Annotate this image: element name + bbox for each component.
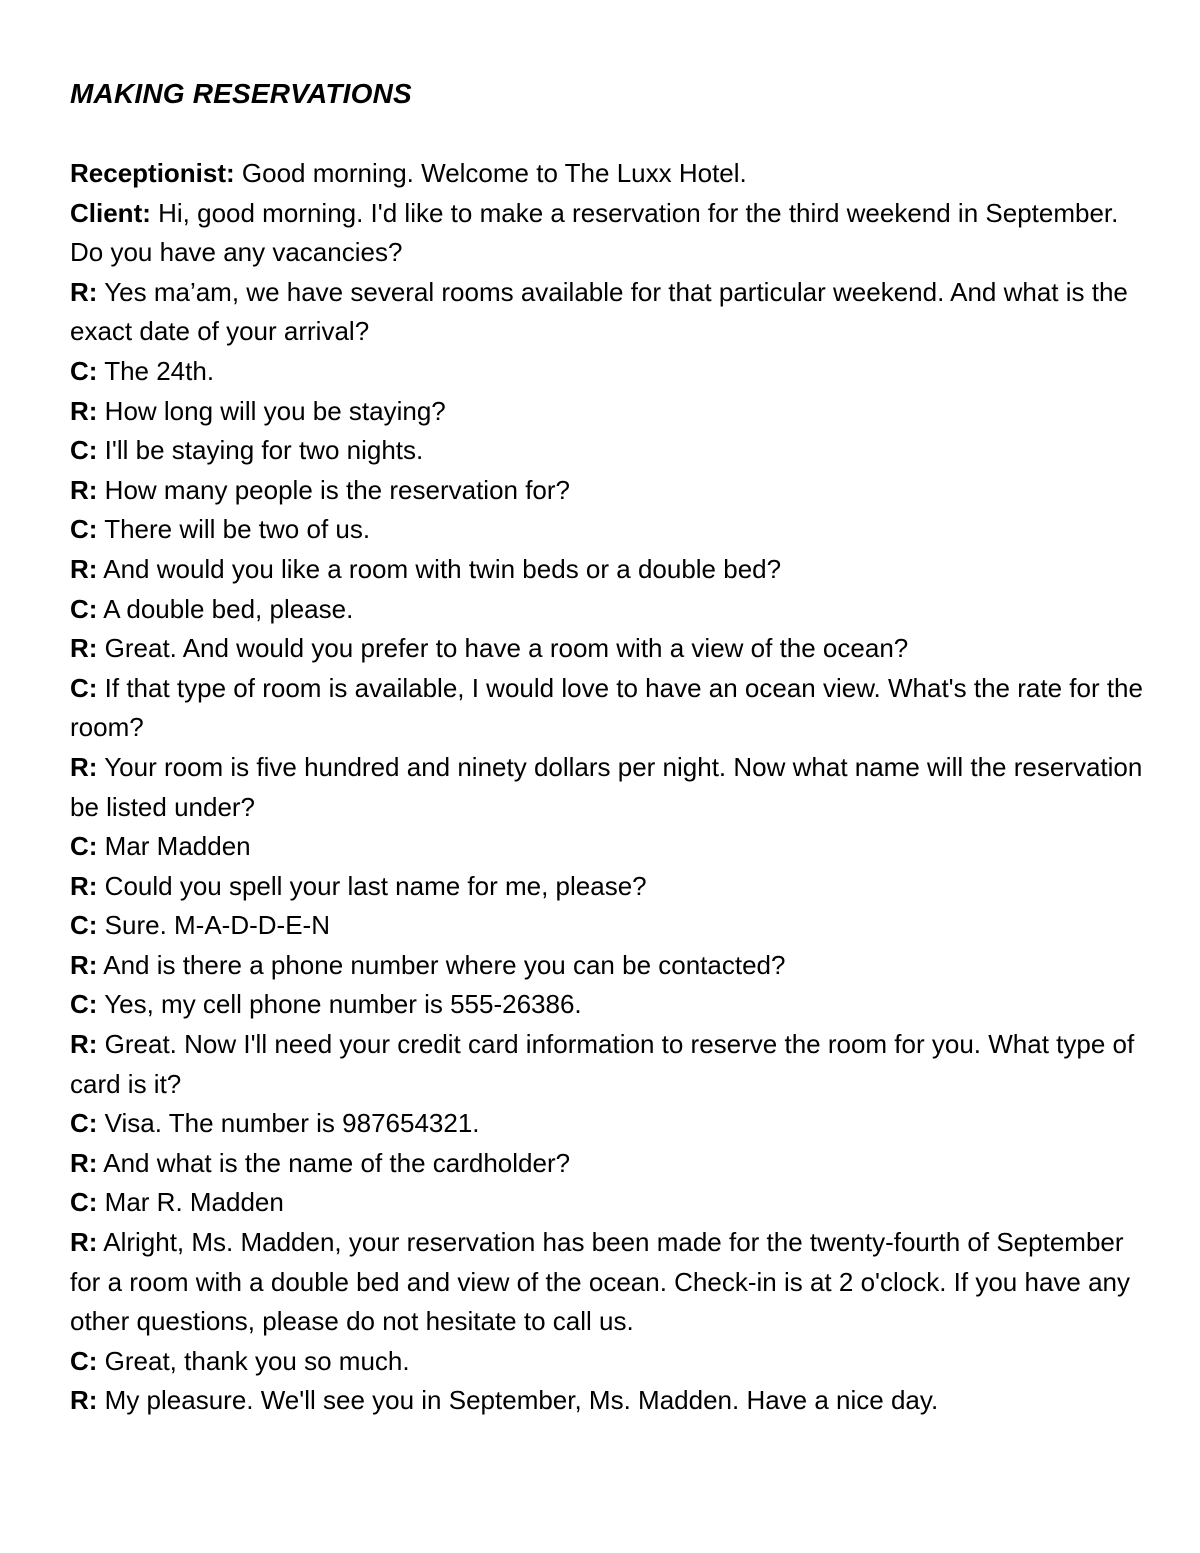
- speaker-label: R:: [70, 633, 98, 664]
- speaker-label: R:: [70, 395, 98, 426]
- speaker-label: R:: [70, 1227, 98, 1258]
- utterance-text: Your room is five hundred and ninety dollars per night. Now what name will the reservation be listed under?: [70, 751, 1143, 822]
- utterance-text: How many people is the reservation for?: [97, 474, 571, 505]
- document-title: MAKING RESERVATIONS: [70, 78, 412, 109]
- utterance-text: Hi, good morning. I'd like to make a reservation for the third weekend in September. Do you have any vacancies?: [70, 197, 1119, 268]
- dialogue-line: [70, 154, 1150, 194]
- speaker-label: R:: [70, 949, 98, 980]
- utterance-text: And would you like a room with twin beds or a double bed?: [97, 553, 782, 584]
- speaker-label: R:: [70, 553, 98, 584]
- dialogue-line: [70, 867, 1150, 907]
- speaker-label: R:: [70, 751, 98, 782]
- utterance-text: Great. And would you prefer to have a room with a view of the ocean?: [97, 633, 909, 664]
- speaker-label: C:: [70, 1108, 98, 1139]
- utterance-text: There will be two of us.: [97, 514, 371, 545]
- dialogue-line: [70, 273, 1150, 352]
- speaker-label: C:: [70, 1345, 98, 1376]
- utterance-text: Visa. The number is 987654321.: [97, 1108, 480, 1139]
- speaker-label: R:: [70, 1029, 98, 1060]
- dialogue-line: [70, 510, 1150, 550]
- utterance-text: And what is the name of the cardholder?: [97, 1147, 571, 1178]
- dialogue-line: [70, 629, 1150, 669]
- utterance-text: Good morning. Welcome to The Luxx Hotel.: [234, 158, 747, 188]
- speaker-label: C:: [70, 435, 98, 466]
- dialogue-line: [70, 669, 1150, 748]
- speaker-label: Receptionist:: [70, 158, 235, 188]
- speaker-label: R:: [70, 870, 98, 901]
- dialogue-line: [70, 1381, 1150, 1421]
- dialogue-line: [70, 550, 1150, 590]
- speaker-label: C:: [70, 1187, 98, 1218]
- utterance-text: Great, thank you so much.: [97, 1345, 410, 1376]
- speaker-label: C:: [70, 355, 98, 386]
- utterance-text: Yes ma’am, we have several rooms available for that particular weekend. And what is the exact date of your arrival?: [70, 276, 1128, 347]
- dialogue-line: [70, 1104, 1150, 1144]
- dialogue-line: [70, 748, 1150, 827]
- speaker-label: R:: [70, 276, 98, 307]
- dialogue-line: [70, 827, 1150, 867]
- dialogue-line: [70, 946, 1150, 986]
- dialogue-line: [70, 1183, 1150, 1223]
- speaker-label: C:: [70, 514, 98, 545]
- utterance-text: And is there a phone number where you can be contacted?: [97, 949, 786, 980]
- dialogue-line: [70, 1223, 1150, 1342]
- speaker-label: R:: [70, 474, 98, 505]
- utterance-text: Yes, my cell phone number is 555-26386.: [97, 989, 582, 1020]
- dialogue-line: [70, 392, 1150, 432]
- dialogue-line: [70, 590, 1150, 630]
- speaker-label: Client:: [70, 197, 151, 228]
- utterance-text: Sure. M-A-D-D-E-N: [97, 910, 330, 941]
- dialogue-line: [70, 1144, 1150, 1184]
- utterance-text: Mar R. Madden: [97, 1187, 284, 1218]
- utterance-text: Mar Madden: [97, 831, 251, 862]
- speaker-label: R:: [70, 1147, 98, 1178]
- speaker-label: C:: [70, 831, 98, 862]
- dialogue-line: [70, 1342, 1150, 1382]
- utterance-text: How long will you be staying?: [97, 395, 446, 426]
- utterance-text: A double bed, please.: [97, 593, 354, 624]
- dialogue-line: [70, 194, 1150, 273]
- utterance-text: My pleasure. We'll see you in September, Ms. Madden. Have a nice day.: [97, 1385, 939, 1416]
- dialogue-line: [70, 352, 1150, 392]
- dialogue-line: [70, 906, 1150, 946]
- dialogue: [70, 154, 1150, 1421]
- speaker-label: C:: [70, 672, 98, 703]
- dialogue-line: [70, 1025, 1150, 1104]
- document-page: [70, 74, 1150, 1421]
- dialogue-line: [70, 471, 1150, 511]
- utterance-text: If that type of room is available, I would love to have an ocean view. What's the rate for the room?: [70, 672, 1143, 743]
- utterance-text: The 24th.: [97, 355, 215, 386]
- dialogue-line: [70, 985, 1150, 1025]
- speaker-label: C:: [70, 593, 98, 624]
- utterance-text: Great. Now I'll need your credit card information to reserve the room for you. What type of card is it?: [70, 1029, 1135, 1099]
- utterance-text: Alright, Ms. Madden, your reservation has been made for the twenty-fourth of September for a room with a double bed and view of the ocean. Check-in is at 2 o'clock. If you have any other questions, please do not hesitate to call us.: [70, 1227, 1131, 1337]
- utterance-text: I'll be staying for two nights.: [97, 435, 424, 466]
- utterance-text: Could you spell your last name for me, please?: [97, 870, 647, 901]
- dialogue-line: [70, 431, 1150, 471]
- speaker-label: R:: [70, 1385, 98, 1416]
- speaker-label: C:: [70, 989, 98, 1020]
- speaker-label: C:: [70, 910, 98, 941]
